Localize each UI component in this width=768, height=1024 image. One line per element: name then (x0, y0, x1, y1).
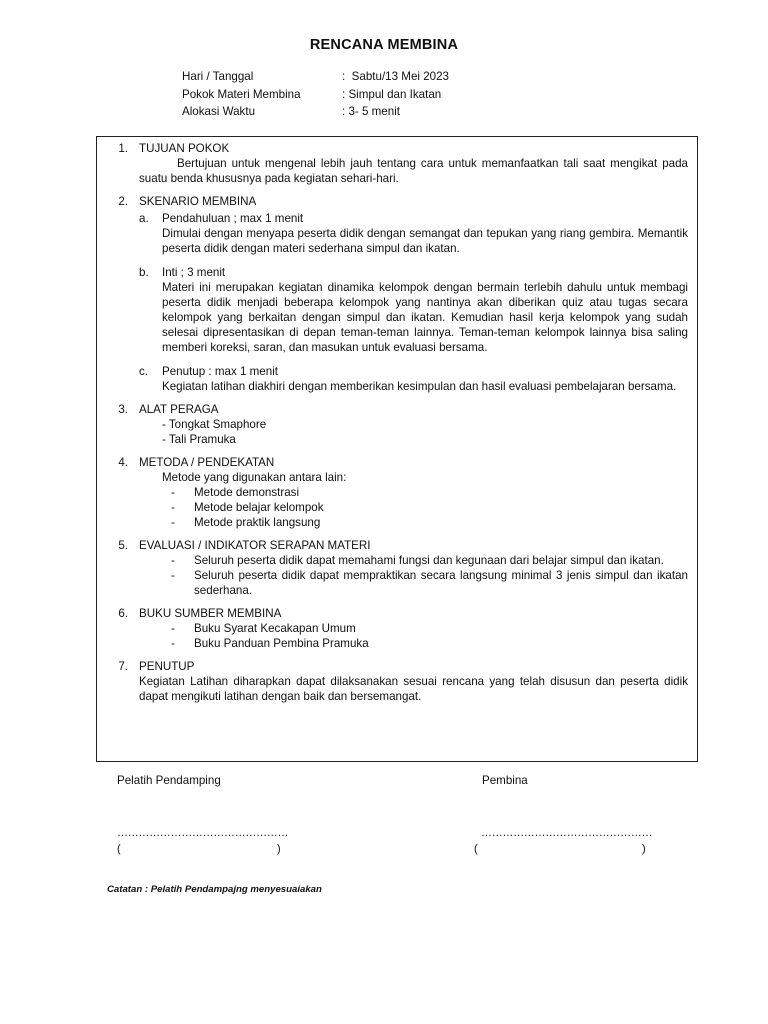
name-paren-open: ( (474, 843, 478, 855)
signature-label-left: Pelatih Pendamping (117, 774, 221, 787)
list-item-text: Seluruh peserta didik dapat memahami fungsi dan kegunaan dari belajar simpul dan ikatan. (194, 554, 664, 567)
meta-value: : 3- 5 menit (342, 105, 400, 118)
list-item (171, 515, 688, 530)
section-alat-peraga (97, 402, 697, 447)
section-title: BUKU SUMBER MEMBINA (139, 607, 282, 620)
subsection-letter: c. (139, 365, 149, 378)
dash-bullet: - (171, 516, 175, 529)
meta-label: Alokasi Waktu (182, 105, 256, 118)
name-paren-open: ( (117, 843, 121, 855)
section-number: 1. (118, 142, 128, 155)
list-item-text: Seluruh peserta didik dapat mempraktikan secara langsung minimal 3 jenis simpul dan ikatan sederhana. (194, 569, 688, 597)
subsection-letter: a. (139, 212, 149, 225)
list-item-text: Metode praktik langsung (194, 516, 321, 529)
list-item: - Tali Pramuka (162, 433, 236, 446)
section-tujuan (97, 141, 697, 186)
subsection-title: Pendahuluan ; max 1 menit (162, 212, 304, 225)
section-title: METODA / PENDEKATAN (139, 456, 275, 469)
list-item: - Tongkat Smaphore (162, 418, 267, 431)
meta-value: : Simpul dan Ikatan (342, 87, 442, 101)
dash-bullet: - (171, 501, 175, 514)
dash-bullet: - (171, 554, 175, 567)
plan-box (96, 136, 698, 762)
signature-label-right: Pembina (482, 774, 528, 787)
list-item-text: Metode belajar kelompok (194, 501, 324, 514)
list-item (171, 621, 688, 636)
section-penutup (97, 659, 697, 704)
subsection-inti (97, 265, 697, 355)
section-number: 2. (118, 195, 128, 208)
meta-info (182, 68, 449, 121)
section-title: ALAT PERAGA (139, 403, 219, 416)
section-number: 4. (118, 456, 128, 469)
section-intro: Metode yang digunakan antara lain: (162, 471, 347, 484)
dash-bullet: - (171, 486, 175, 499)
section-number: 3. (118, 403, 128, 416)
document-title: RENCANA MEMBINA (309, 37, 459, 53)
section-number: 5. (118, 539, 128, 552)
section-title: TUJUAN POKOK (139, 142, 230, 155)
list-item (171, 553, 688, 568)
meta-row-topic (182, 86, 449, 104)
section-title: EVALUASI / INDIKATOR SERAPAN MATERI (139, 539, 371, 552)
subsection-text: Kegiatan latihan diakhiri dengan memberikan kesimpulan dan hasil evaluasi pembelajaran bersama. (162, 380, 677, 393)
section-title: SKENARIO MEMBINA (139, 195, 257, 208)
list-item (171, 485, 688, 500)
list-item-text: Metode demonstrasi (194, 486, 300, 499)
list-item-text: Buku Panduan Pembina Pramuka (194, 637, 369, 650)
dash-bullet: - (171, 622, 175, 635)
name-paren-close: ) (277, 843, 281, 855)
list-item (171, 500, 688, 515)
section-title: PENUTUP (139, 660, 195, 673)
section-skenario (97, 194, 697, 394)
subsection-pendahuluan (97, 211, 697, 256)
section-metoda (97, 455, 697, 530)
footnote: Catatan : Pelatih Pendampajng menyesuaiakan (107, 884, 322, 895)
section-evaluasi (97, 538, 697, 598)
section-text: Bertujuan untuk mengenal lebih jauh tentang cara untuk memanfaatkan tali saat mengikat pada suatu benda khususnya pada kegiatan sehari-hari. (139, 157, 688, 185)
meta-row-duration (182, 103, 449, 121)
section-buku-sumber (97, 606, 697, 651)
subsection-text: Dimulai dengan menyapa peserta didik dengan semangat dan tepukan yang riang gembira. Memantik peserta didik dengan materi sederhana simpul dan ikatan. (162, 227, 688, 255)
meta-label: Hari / Tanggal (182, 70, 254, 83)
section-text: Kegiatan Latihan diharapkan dapat dilaksanakan sesuai rencana yang telah disusun dan peserta didik dapat mengikuti latihan dengan baik dan bersemangat. (139, 675, 688, 703)
list-item (171, 636, 688, 651)
meta-row-date (182, 68, 449, 86)
meta-label: Pokok Materi Membina (182, 87, 301, 101)
subsection-text: Materi ini merupakan kegiatan dinamika kelompok dengan bermain terlebih dahulu untuk membagi peserta didik menjadi beberapa kelompok yang nantinya akan diberikan quiz atau tugas secara kelompok yang berkaitan dengan simpul dan ikatan. Kemudian hasil kerja kelompok yang sudah selesai dipresentasikan di depan teman-teman lainnya. Teman-teman kelompok lainnya bisa saling memberi koreksi, saran, dan masukan untuk evaluasi bersama. (162, 281, 688, 354)
subsection-penutup (97, 364, 697, 394)
subsection-title: Penutup : max 1 menit (162, 365, 278, 378)
section-number: 7. (118, 660, 128, 673)
dash-bullet: - (171, 569, 175, 582)
signature-line-left: ………………………………………… (117, 827, 289, 839)
subsection-letter: b. (139, 266, 149, 279)
subsection-title: Inti ; 3 menit (162, 266, 226, 279)
name-paren-close: ) (642, 843, 646, 855)
signature-line-right: ………………………………………… (481, 827, 653, 839)
meta-value: : Sabtu/13 Mei 2023 (342, 70, 449, 83)
list-item-text: Buku Syarat Kecakapan Umum (194, 622, 356, 635)
list-item (171, 568, 688, 598)
section-number: 6. (118, 607, 128, 620)
dash-bullet: - (171, 637, 175, 650)
